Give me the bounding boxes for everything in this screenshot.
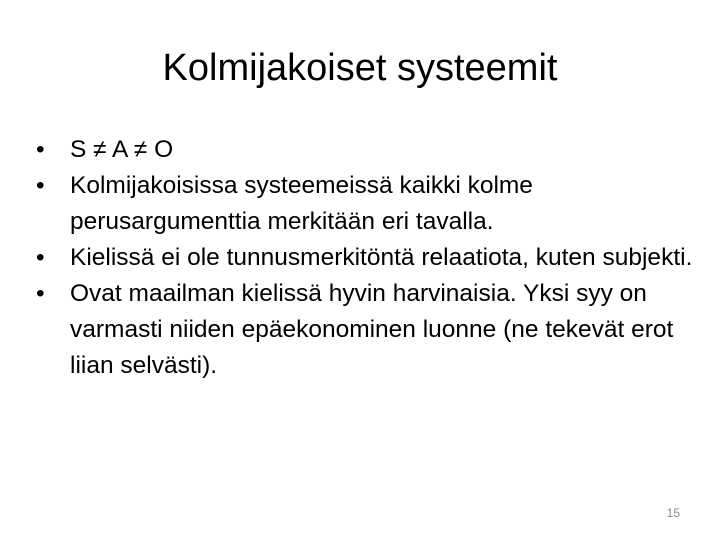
bullet-item [36,132,696,168]
page-number: 15 [666,506,680,520]
bullet-marker: • [36,136,45,163]
bullet-list [36,132,696,384]
bullet-text: Kolmijakoisissa systeemeissä kaikki kolme perusargumenttia merkitään eri tavalla. [70,172,533,235]
bullet-text: Ovat maailman kielissä hyvin harvinaisia. Yksi syy on varmasti niiden epäekonominen luonne (ne tekevät erot liian selvästi). [70,280,674,379]
bullet-marker: • [36,280,45,307]
bullet-item [36,276,696,384]
bullet-marker: • [36,244,45,271]
bullet-text: Kielissä ei ole tunnusmerkitöntä relaatiota, kuten subjekti. [70,244,693,271]
bullet-item [36,168,696,240]
bullet-marker: • [36,172,45,199]
slide-title: Kolmijakoiset systeemit [162,47,558,89]
bullet-item [36,240,696,276]
bullet-text: S ≠ A ≠ O [70,136,174,163]
